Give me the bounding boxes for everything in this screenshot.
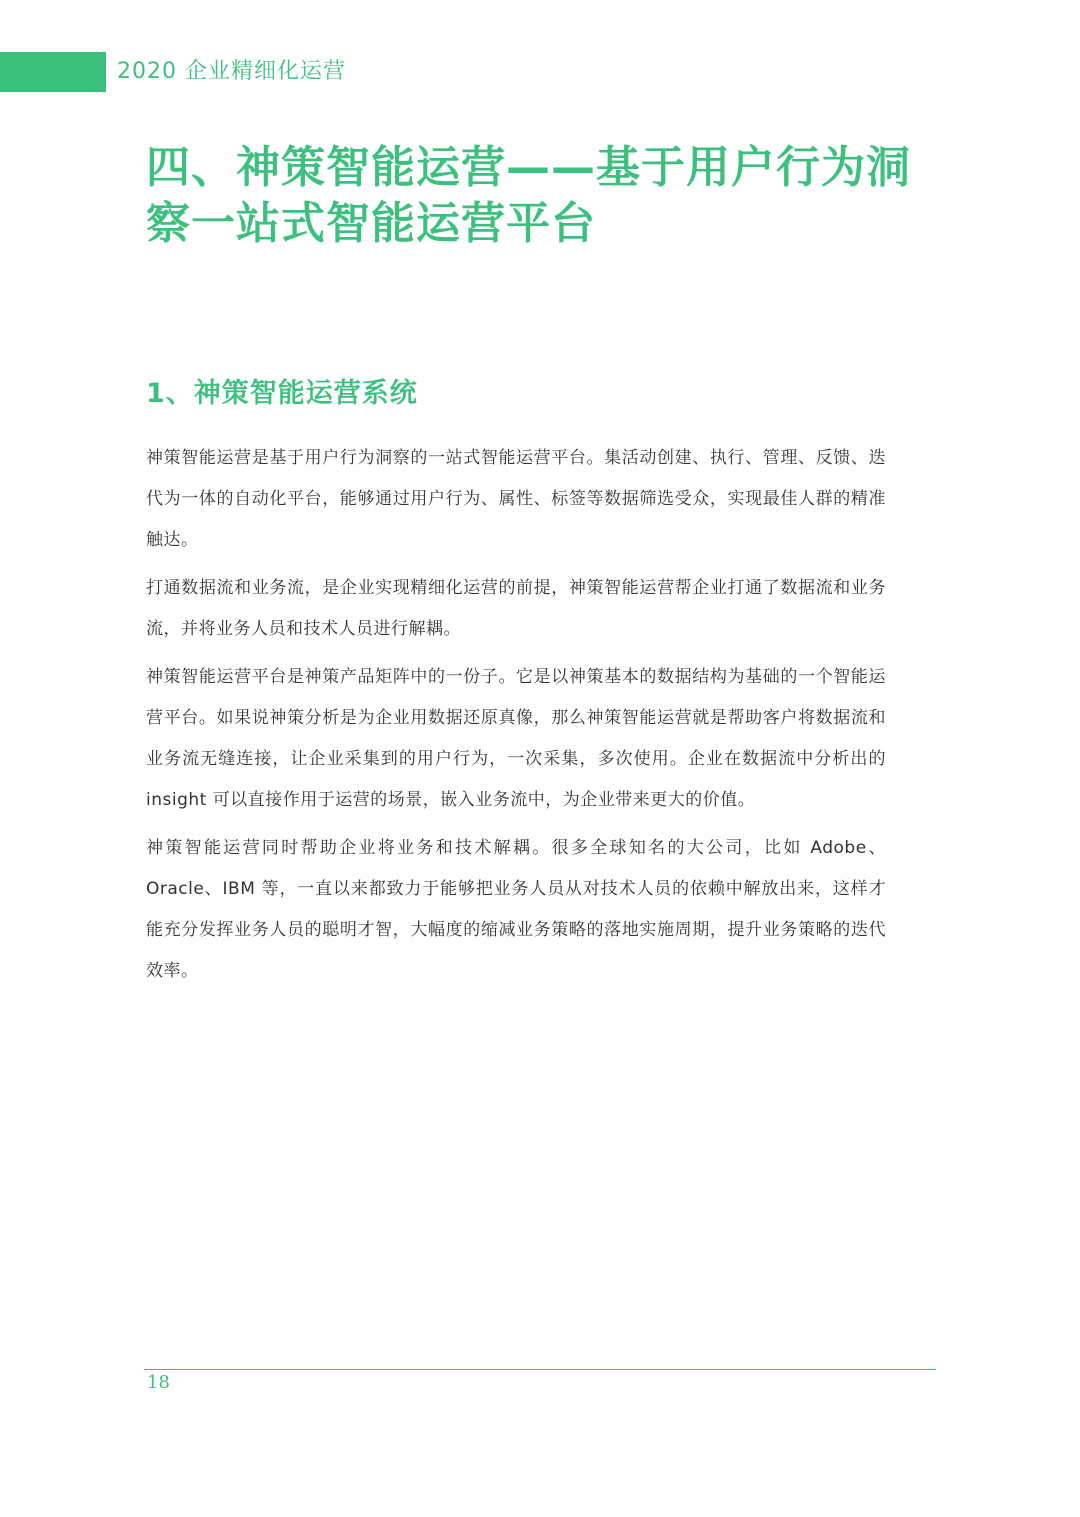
paragraph: 神策智能运营是基于用户行为洞察的一站式智能运营平台。集活动创建、执行、管理、反馈、迭代为一体的自动化平台，能够通过用户行为、属性、标签等数据筛选受众，实现最佳人群的精准触达。 xyxy=(146,448,886,550)
header-title: 2020 企业精细化运营 xyxy=(117,59,346,84)
paragraph: 神策智能运营同时帮助企业将业务和技术解耦。很多全球知名的大公司，比如 Adobe、Oracle、IBM 等，一直以来都致力于能够把业务人员从对技术人员的依赖中解放出来，这样才能充分发挥业务人员的聪明才智，大幅度的缩减业务策略的落地实施周期，提升业务策略的迭代效率。 xyxy=(146,838,886,981)
paragraph: 打通数据流和业务流，是企业实现精细化运营的前提，神策智能运营帮企业打通了数据流和业务流，并将业务人员和技术人员进行解耦。 xyxy=(146,578,886,639)
header-accent-bar xyxy=(0,52,106,92)
body-text xyxy=(146,438,886,999)
footer-divider xyxy=(144,1369,936,1370)
section-title: 1、神策智能运营系统 xyxy=(146,378,418,409)
page-number: 18 xyxy=(147,1372,170,1393)
paragraph: 神策智能运营平台是神策产品矩阵中的一份子。它是以神策基本的数据结构为基础的一个智能运营平台。如果说神策分析是为企业用数据还原真像，那么神策智能运营就是帮助客户将数据流和业务流无缝连接，让企业采集到的用户行为，一次采集，多次使用。企业在数据流中分析出的 insight 可以直接作用于运营的场景，嵌入业务流中，为企业带来更大的价值。 xyxy=(146,667,886,810)
chapter-title: 四、神策智能运营——基于用户行为洞察一站式智能运营平台 xyxy=(146,142,911,249)
